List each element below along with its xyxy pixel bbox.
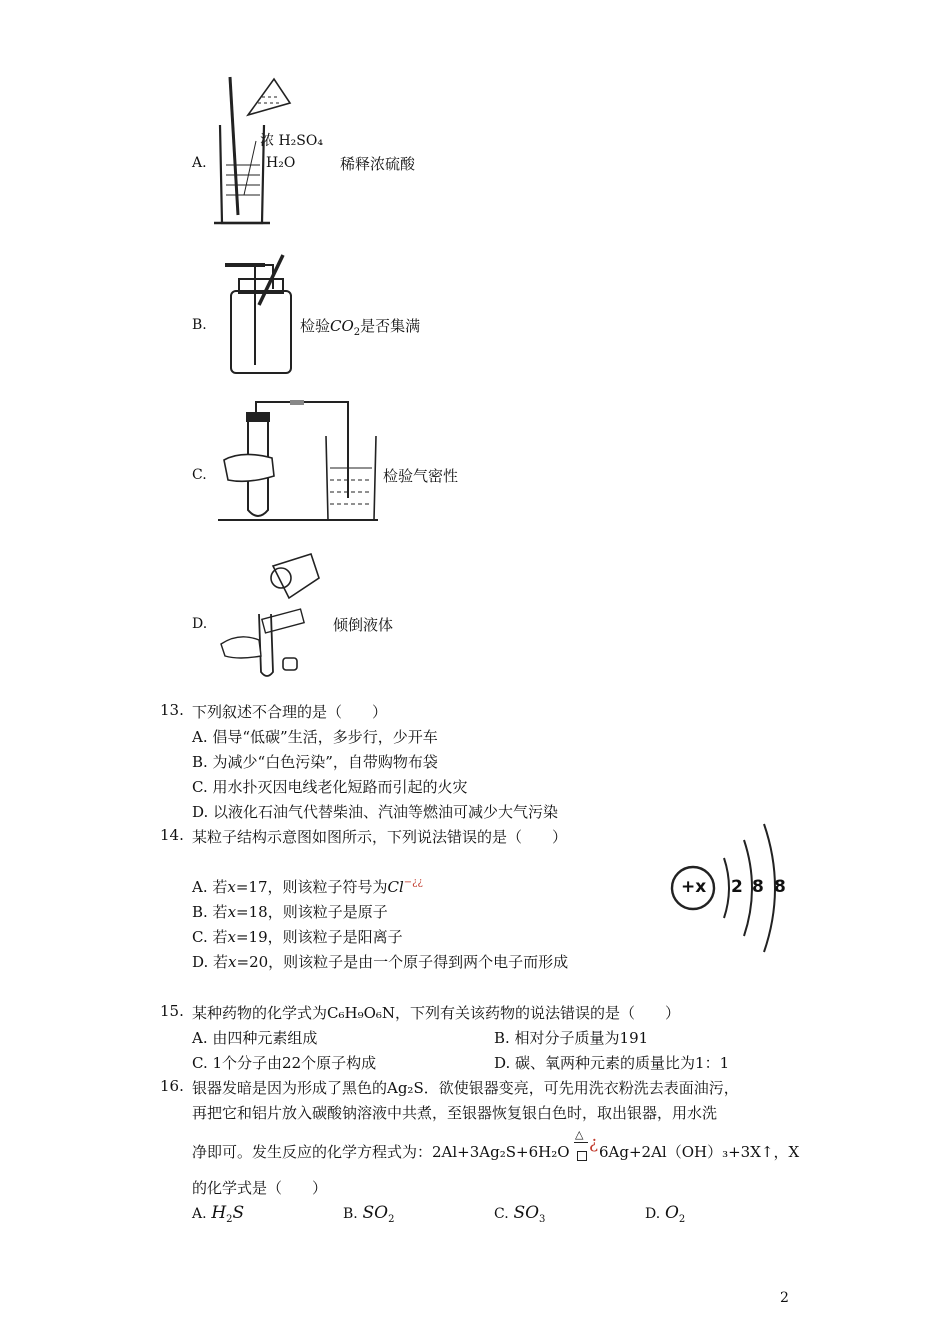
option-a-caption: 稀释浓硫酸 — [340, 155, 416, 173]
q13-stem: 下列叙述不合理的是（ ） — [192, 703, 388, 721]
nucleus-label: +x — [681, 877, 707, 897]
option-b-letter: B. — [192, 317, 207, 333]
q15-option-d: D. 碳、氧两种元素的质量比为1：1 — [494, 1054, 730, 1072]
q15-option-b: B. 相对分子质量为191 — [494, 1029, 649, 1047]
q16-line-4: 的化学式是（ ） — [192, 1179, 328, 1197]
q15-option-c: C. 1个分子由22个原子构成 — [192, 1054, 377, 1072]
option-d-caption: 倾倒液体 — [333, 616, 394, 634]
q16-line-1: 银器发暗是因为形成了黑色的Ag₂S．欲使银器变亮，可先用洗衣粉洗去表面油污， — [192, 1079, 739, 1097]
q16-option-d: D. $O_2$ — [645, 1203, 686, 1225]
option-b-caption: 检验$CO_2$是否集满 — [300, 317, 421, 338]
q16-option-b: B. $SO_2$ — [343, 1203, 395, 1225]
q14-stem: 某粒子结构示意图如图所示，下列说法错误的是（ ） — [192, 828, 568, 846]
airtightness-figure — [218, 398, 380, 523]
q14-option-d: D. 若x=20，则该粒子是由一个原子得到两个电子而形成 — [192, 953, 569, 971]
dilute-acid-figure — [212, 75, 342, 225]
reaction-heat-condition: △ — [575, 1128, 584, 1141]
label-water: H₂O — [266, 155, 296, 171]
reaction-condition-box — [577, 1151, 587, 1161]
q13-option-c: C. 用水扑灭因电线老化短路而引起的火灾 — [192, 778, 468, 796]
q15-stem: 某种药物的化学式为C₆H₉O₆N，下列有关该药物的说法错误的是（ ） — [192, 1004, 681, 1022]
q14-option-c: C. 若x=19，则该粒子是阳离子 — [192, 928, 403, 946]
gas-bottle-figure — [225, 255, 300, 375]
q16-option-a: A. $H_2S$ — [192, 1203, 245, 1225]
q15-option-a: A. 由四种元素组成 — [192, 1029, 318, 1047]
q16-line-3-pre: 净即可。发生反应的化学方程式为：2Al+3Ag₂S+6H₂O — [192, 1143, 570, 1161]
q16-option-c: C. $SO_3$ — [494, 1203, 546, 1225]
q13-number: 13. — [160, 701, 184, 719]
shell-1-count: 2 — [731, 877, 743, 897]
pour-liquid-figure — [215, 548, 325, 683]
q13-option-b: B. 为减少“白色污染”，自带购物布袋 — [192, 753, 438, 771]
option-a-letter: A. — [192, 155, 207, 171]
reaction-condition-bar — [574, 1142, 588, 1143]
label-conc-acid: 浓 H₂SO₄ — [260, 133, 323, 149]
q16-line-2: 再把它和铝片放入碳酸钠溶液中共煮，至银器恢复银白色时，取出银器，用水洗 — [192, 1104, 718, 1122]
q14-option-b: B. 若x=18，则该粒子是原子 — [192, 903, 388, 921]
reaction-condition-mark: ¿ — [589, 1133, 599, 1153]
q15-number: 15. — [160, 1002, 184, 1020]
q16-number: 16. — [160, 1077, 184, 1095]
option-d-letter: D. — [192, 616, 208, 632]
q14-number: 14. — [160, 826, 184, 844]
shell-3-count: 8 — [774, 877, 786, 897]
q16-line-3-post: 6Ag+2Al（OH）₃+3X↑，X — [599, 1143, 800, 1161]
shell-2-count: 8 — [752, 877, 764, 897]
option-c-letter: C. — [192, 467, 207, 483]
q14-option-a: A. 若x=17，则该粒子符号为Cl−¿¿ — [192, 877, 423, 896]
page-number: 2 — [780, 1290, 789, 1306]
q13-option-a: A. 倡导“低碳”生活，多步行，少开车 — [192, 728, 438, 746]
option-c-caption: 检验气密性 — [383, 467, 459, 485]
q13-option-d: D. 以液化石油气代替柴油、汽油等燃油可减少大气污染 — [192, 803, 559, 821]
